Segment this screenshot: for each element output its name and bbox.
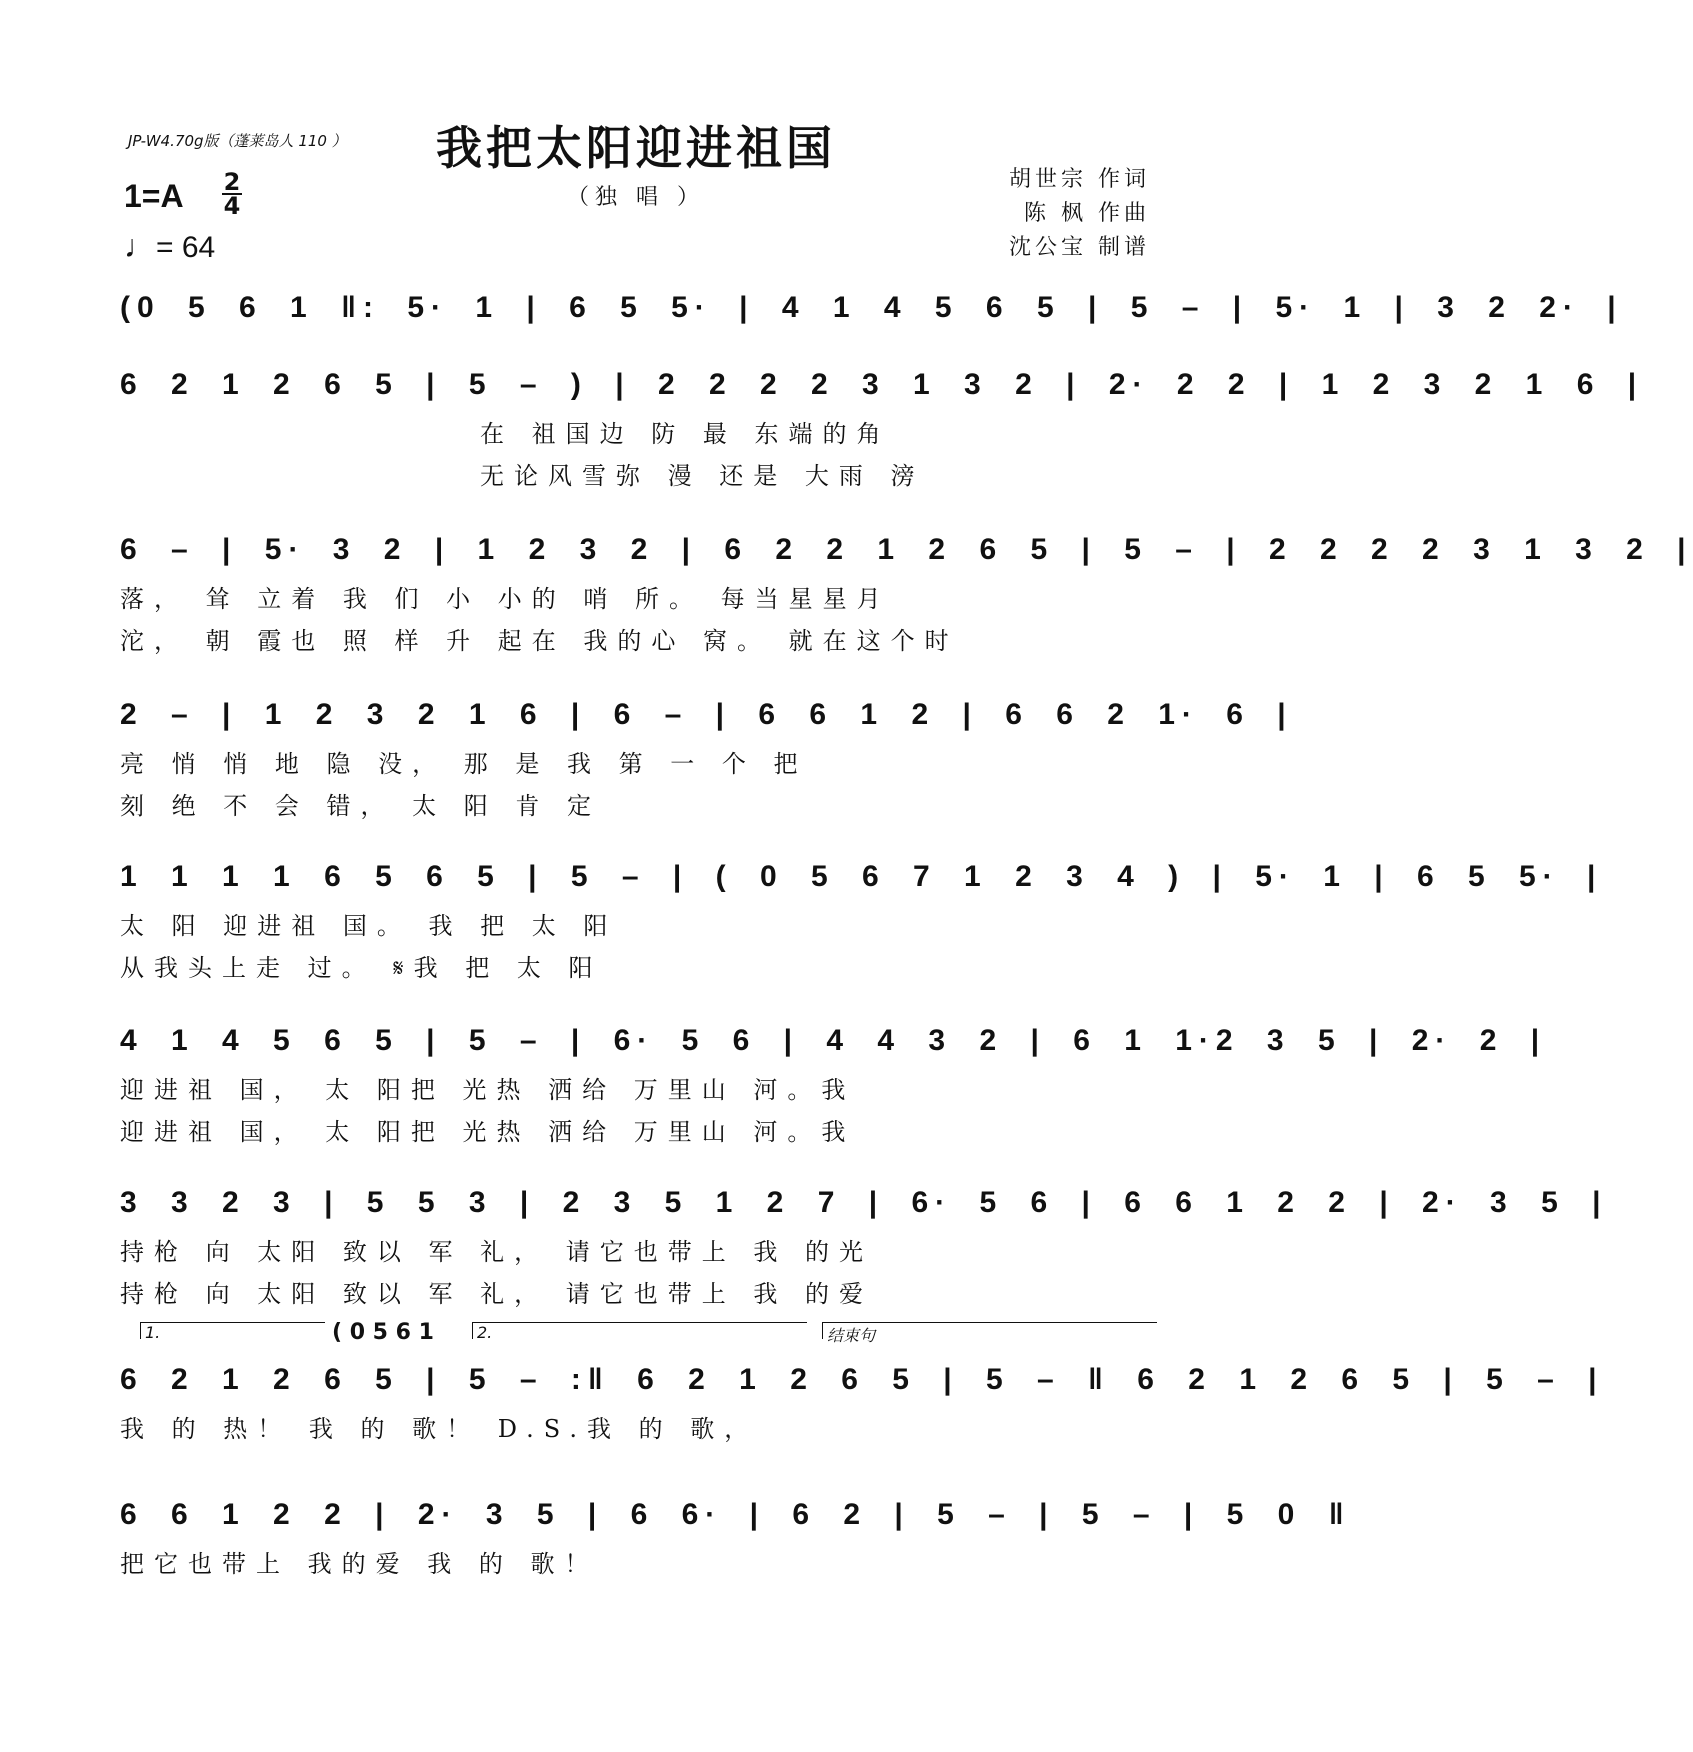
system-2: [120, 360, 1644, 494]
system-8: [120, 1355, 1604, 1447]
volta-1: 1.: [140, 1322, 325, 1339]
lyric-verse-2: 持枪 向 太阳 致以 军 礼， 请它也带上 我 的爱: [120, 1279, 874, 1308]
key-signature: 1=A: [124, 178, 184, 214]
system-9: [120, 1490, 1351, 1582]
volta-2: 2.: [472, 1322, 807, 1339]
notation-line: 1 1 1 1 6 5 6 5 | 5 – | ( 0 5 6 7 1 2 3 4 ) | 5· 1 | 6 5 5· |: [120, 860, 1603, 893]
lyric-verse-1: 在 祖国边 防 最 东端的角: [480, 419, 891, 448]
notation-line: 6 2 1 2 6 5 | 5 – ) | 2 2 2 2 3 1 3 2 | 2· 2 2 | 1 2 3 2 1 6 |: [120, 368, 1644, 401]
notation-line: 6 – | 5· 3 2 | 1 2 3 2 | 6 2 2 1 2 6 5 | 5 – | 2 2 2 2 3 1 3 2 |: [120, 533, 1693, 566]
lyric-verse-1: 亮 悄 悄 地 隐 没， 那 是 我 第 一 个 把: [120, 749, 808, 778]
notation-line: 2 – | 1 2 3 2 1 6 | 6 – | 6 6 1 2 | 6 6 2 1· 6 |: [120, 698, 1293, 731]
lyric-verse-2: 从我头上走 过。 𝄋我 把 太 阳: [120, 953, 603, 982]
lyric-verse-1: 太 阳 迎进祖 国。 我 把 太 阳: [120, 911, 618, 940]
credit-composer: 陈 枫 作曲: [1024, 201, 1150, 226]
version-label: JP-W4.70g版（蓬莱岛人 110 ）: [128, 132, 347, 150]
ending-label: 结束句: [822, 1322, 1157, 1339]
time-signature-bottom: 4: [223, 192, 241, 220]
tempo-marking: [124, 228, 215, 265]
notation-line: 6 2 1 2 6 5 | 5 – :‖ 6 2 1 2 6 5 | 5 – ‖ 6 2 1 2 6 5 | 5 – |: [120, 1363, 1604, 1396]
system-1: [120, 283, 1623, 333]
system-5: [120, 852, 1603, 986]
lyric-verse-1: 把它也带上 我的爱 我 的 歌！: [120, 1549, 599, 1578]
volta-1-fill: ( 0 5 6 1: [332, 1320, 434, 1345]
lyric-verse-1: 我 的 热！ 我 的 歌！ D.S.我 的 歌，: [120, 1414, 759, 1443]
credit-arranger: 沈公宝 制谱: [1009, 235, 1150, 260]
lyric-verse-2: 迎进祖 国， 太 阳把 光热 洒给 万里山 河。我: [120, 1117, 856, 1146]
notation-line: (0 5 6 1 ‖: 5· 1 | 6 5 5· | 4 1 4 5 6 5 | 5 – | 5· 1 | 3 2 2· |: [120, 291, 1623, 324]
notation-line: 3 3 2 3 | 5 5 3 | 2 3 5 1 2 7 | 6· 5 6 | 6 6 1 2 2 | 2· 3 5 |: [120, 1186, 1608, 1219]
lyric-verse-1: 迎进祖 国， 太 阳把 光热 洒给 万里山 河。我: [120, 1075, 856, 1104]
system-6: [120, 1016, 1547, 1150]
page-title: 我把太阳迎进祖国: [436, 121, 836, 175]
lyric-verse-2: 沱， 朝 霞也 照 样 升 起在 我的心 窝。 就在这个时: [120, 626, 959, 655]
notation-line: 4 1 4 5 6 5 | 5 – | 6· 5 6 | 4 4 3 2 | 6 1 1·2 3 5 | 2· 2 |: [120, 1024, 1547, 1057]
time-signature-top: 2: [223, 168, 241, 196]
quarter-note-icon: ♩: [124, 228, 156, 264]
time-signature: [220, 168, 244, 220]
lyric-verse-1: 持枪 向 太阳 致以 军 礼， 请它也带上 我 的光: [120, 1237, 874, 1266]
subtitle: （独 唱 ）: [567, 185, 705, 210]
tempo-value: = 64: [156, 231, 216, 264]
lyric-verse-1: 落， 耸 立着 我 们 小 小的 哨 所。 每当星星月: [120, 584, 891, 613]
system-7: [120, 1178, 1608, 1312]
credit-lyricist: 胡世宗 作词: [1009, 167, 1150, 192]
system-3: [120, 525, 1693, 659]
lyric-verse-2: 无论风雪弥 漫 还是 大雨 滂: [480, 461, 925, 490]
system-4: [120, 690, 1293, 824]
notation-line: 6 6 1 2 2 | 2· 3 5 | 6 6· | 6 2 | 5 – | 5 – | 5 0 ‖: [120, 1498, 1351, 1531]
lyric-verse-2: 刻 绝 不 会 错， 太 阳 肯 定: [120, 791, 602, 820]
